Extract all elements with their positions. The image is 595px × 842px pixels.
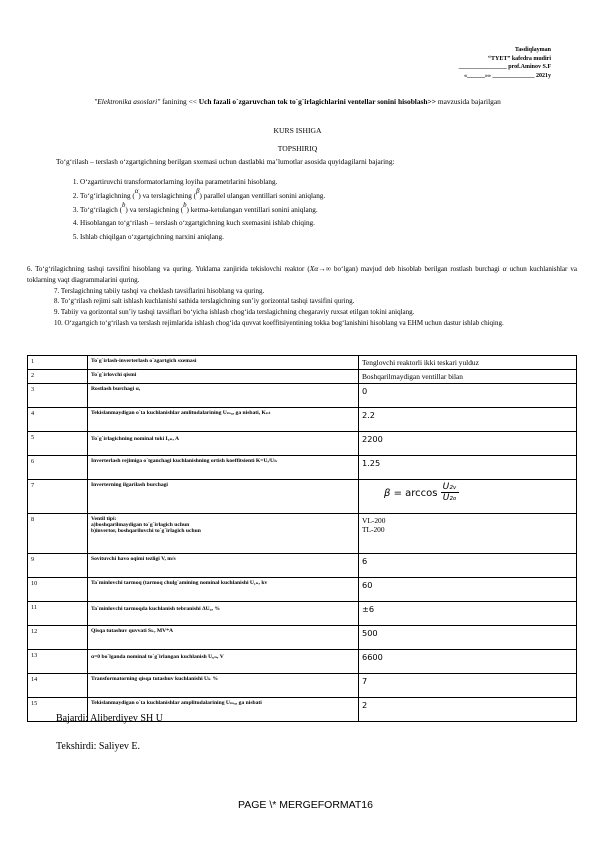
parameter-name: Sovituvchi havo oqimi tezligi V, m/s	[88, 554, 359, 578]
parameter-name: To`g`irlash-inverterlash o`zgartgich sxemasi	[88, 356, 359, 370]
paragraph-9: 9. Tabiiy va gorizontal sun’iy tashqi tavsiflari bo‘yicha ishlash chog‘ida terslagichning chegaraviy ruxsat etilgan tokini aniqlang.	[54, 308, 415, 317]
page-footer: PAGE \* MERGEFORMAT16	[238, 799, 373, 811]
formula-lhs: β	[384, 487, 391, 499]
x-alpha-symbol: X	[309, 264, 315, 273]
approval-line: «______»» ______________ 2021y	[464, 72, 551, 79]
row-number: 4	[28, 408, 88, 432]
table-row	[28, 480, 577, 514]
parameter-value: 7	[359, 674, 577, 698]
parameter-name: To`g`irlovchi qismi	[88, 370, 359, 384]
parameter-value: 2200	[359, 432, 577, 456]
task-text: ) va terslagichning (	[138, 191, 197, 200]
table-row	[28, 626, 577, 650]
paragraph-10: 10. O‘zgartgich to‘g‘rilash va terslash rejimlarida ishlash chog‘ida quvvat koeffitsiyentining tokka bog‘lanishini hisoblang va EHM uchun dastur ishlab chiqing.	[54, 318, 504, 327]
b-symbol: b	[183, 201, 187, 209]
parameter-value: VL-200 TL-200	[359, 514, 577, 554]
parameter-name: Ta`minlovchi tarmoqda kuchlanish tebranishi ΔU꜀, %	[88, 602, 359, 626]
parameter-value: Boshqarilmaydigan ventillar bilan	[359, 370, 577, 384]
row-number: 6	[28, 456, 88, 480]
parameter-value: 2	[359, 698, 577, 722]
parameter-name: Transformatorning qisqa tutashuv kuchlanishi Uₖ %	[88, 674, 359, 698]
table-row	[28, 514, 577, 554]
table-row	[28, 432, 577, 456]
table-row	[28, 602, 577, 626]
table-row	[28, 384, 577, 408]
parameter-value	[359, 480, 577, 514]
task-text: ) ketma-ketulangan ventillari sonini aniqlang.	[186, 205, 318, 214]
parameter-value: 0	[359, 384, 577, 408]
parameter-name: Ventil tipi: a)boshqarilmaydigan to`g`irlagich uchun b)invertor, boshqariluvchi to`g`irlagich uchun	[88, 514, 359, 554]
parameters-table	[27, 355, 577, 722]
row-number: 9	[28, 554, 88, 578]
beta-symbol: β	[196, 187, 200, 195]
paragraph-7: 7. Terslagichning tabiiy tashqi va cheklash tavsiflarini hisoblang va quring.	[54, 286, 265, 295]
task-text: O‘zgartiruvchi transformatorlarning loyiha parametrlarini hisoblang.	[80, 178, 278, 186]
task-text: Ishlab chiqilgan o‘zgartgichning narxini aniqlang.	[80, 233, 224, 242]
row-number: 13	[28, 650, 88, 674]
task-item	[80, 231, 325, 245]
formula-fraction	[441, 482, 459, 503]
alpha-symbol: α	[134, 187, 139, 195]
task-text: To‘g‘rilagich (	[80, 205, 123, 214]
row-number: 8	[28, 514, 88, 554]
parameter-name: Rostlash burchagi α,	[88, 384, 359, 408]
heading-topshiriq: TOPSHIRIQ	[277, 144, 318, 153]
approval-line: Tasdiqlayman	[514, 47, 551, 53]
parameter-name: Inverterlash rejimiga o`tganchagi kuchlanishning ortish koeffitsienti K=Uᵢ/Uₕ	[88, 456, 359, 480]
parameter-value: 6	[359, 554, 577, 578]
paragraph-text: uchun kuchlanishlar va toklarning vaqt diagrammalarini quring.	[27, 265, 577, 284]
parameter-value: 2.2	[359, 408, 577, 432]
task-text: To‘g‘irlagichning (	[80, 191, 135, 200]
b-symbol: b	[122, 201, 126, 209]
parameter-name: Tekislanmaydigan o`ta kuchlanishlar amplitudalarining Uₘₐₓ ga nisbati	[88, 698, 359, 722]
task-text: ) parallel ulangan ventillari sonini aniqlang.	[199, 191, 326, 200]
parameter-name: Qisqa tutashuv quvvati Sₖ, MV*A	[88, 626, 359, 650]
parameter-name: To`g`irlagichning nominal toki I꜀ₙ, A	[88, 432, 359, 456]
topic-text: fanining <<	[160, 97, 199, 106]
task-item	[80, 201, 325, 218]
alpha-symbol: α	[502, 264, 507, 273]
parameter-value: Tenglovchi reaktorli ikki teskari yulduz	[359, 356, 577, 370]
row-number: 1	[28, 356, 88, 370]
parameter-value: 500	[359, 626, 577, 650]
parameter-value: ±6	[359, 602, 577, 626]
row-number: 2	[28, 370, 88, 384]
parameter-name: Inverterning ilgarilash burchagi	[88, 480, 359, 514]
formula-eq: = arccos	[393, 487, 438, 499]
approval-block	[459, 46, 551, 80]
heading-kurs: KURS ISHIGA	[273, 126, 322, 135]
task-item	[80, 217, 325, 231]
row-number: 11	[28, 602, 88, 626]
parameter-value: 6600	[359, 650, 577, 674]
row-number: 5	[28, 432, 88, 456]
paragraph-6	[27, 264, 577, 286]
checked-by: Tekshirdi: Saliyev E.	[56, 741, 141, 752]
paragraph-text: 6. To‘g‘rilagichning tashqi tavsifini hisoblang va quring. Yuklama zanjirida tekislovchi reaktor (	[27, 265, 310, 273]
parameter-value: 60	[359, 578, 577, 602]
parameter-name: α=0 bo`lganda nominal to`g`irlangan kuchlanish U꜀ₙ, V	[88, 650, 359, 674]
parameter-value: 1.25	[359, 456, 577, 480]
parameter-name: Ta`minlovchi tarmoq (tarmoq chulg`amining nominal kuchlanishi U₁ₙ, kv	[88, 578, 359, 602]
alpha-arrow-infinity-icon: α→∞	[314, 264, 332, 273]
row-number: 3	[28, 384, 88, 408]
task-text: ) va terslagichning (	[125, 205, 184, 214]
intro-text: To‘g‘rilash – terslash o‘zgartgichning berilgan sxemasi uchun dastlabki ma’lumotlar asosida quyidagilarni bajaring:	[56, 157, 395, 166]
task-text: Hisoblangan to‘g‘rilash – terslash o‘zgartgichning kuch sxemasini ishlab chiqing.	[80, 219, 315, 228]
parameter-name: Tekislanmaydigan o`ta kuchlanishlar amlitudalarining Uₘₐₓ ga nisbati, Kₙₜ	[88, 408, 359, 432]
approval-line: “TYET” kafedra mudiri	[487, 55, 551, 62]
row-number: 12	[28, 626, 88, 650]
paragraph-text: bo‘lgan) mavjud deb hisoblab berilgan rostlash burchagi	[331, 265, 503, 273]
paragraph-8: 8. To‘g‘rilash rejimi salt ishlash kuchlanishi sathida terslagichning sun’iy gorizontal tashqi tavsifini quring.	[54, 297, 355, 306]
table-row	[28, 408, 577, 432]
topic-end: mavzusida bajarilgan	[435, 97, 501, 106]
row-number: 10	[28, 578, 88, 602]
table-row	[28, 554, 577, 578]
topic-line	[40, 97, 555, 107]
table-row	[28, 650, 577, 674]
row-number: 7	[28, 480, 88, 514]
paragraphs-block	[27, 264, 577, 329]
formula-numerator: U₂ᵥ	[442, 482, 457, 492]
row-number: 14	[28, 674, 88, 698]
table-row	[28, 456, 577, 480]
table-row	[28, 578, 577, 602]
task-item	[80, 176, 325, 190]
subject-name: "Elektronika asoslari"	[94, 97, 161, 106]
task-item	[80, 187, 326, 204]
task-list	[62, 176, 325, 245]
table-row	[28, 356, 577, 370]
formula-denominator: U₂ₒ	[442, 493, 457, 503]
table-row	[28, 370, 577, 384]
topic-title: Uch fazali o`zgaruvchan tok to`g`irlagichlarini ventellar sonini hisoblash>>	[198, 97, 436, 106]
table-row	[28, 674, 577, 698]
done-by: Bajardi: Aliberdiyev SH U	[56, 713, 163, 724]
row-number: 15	[28, 698, 88, 722]
beta-formula	[362, 482, 459, 503]
approval-line: ________________ prof.Aminov S.F	[458, 64, 551, 71]
